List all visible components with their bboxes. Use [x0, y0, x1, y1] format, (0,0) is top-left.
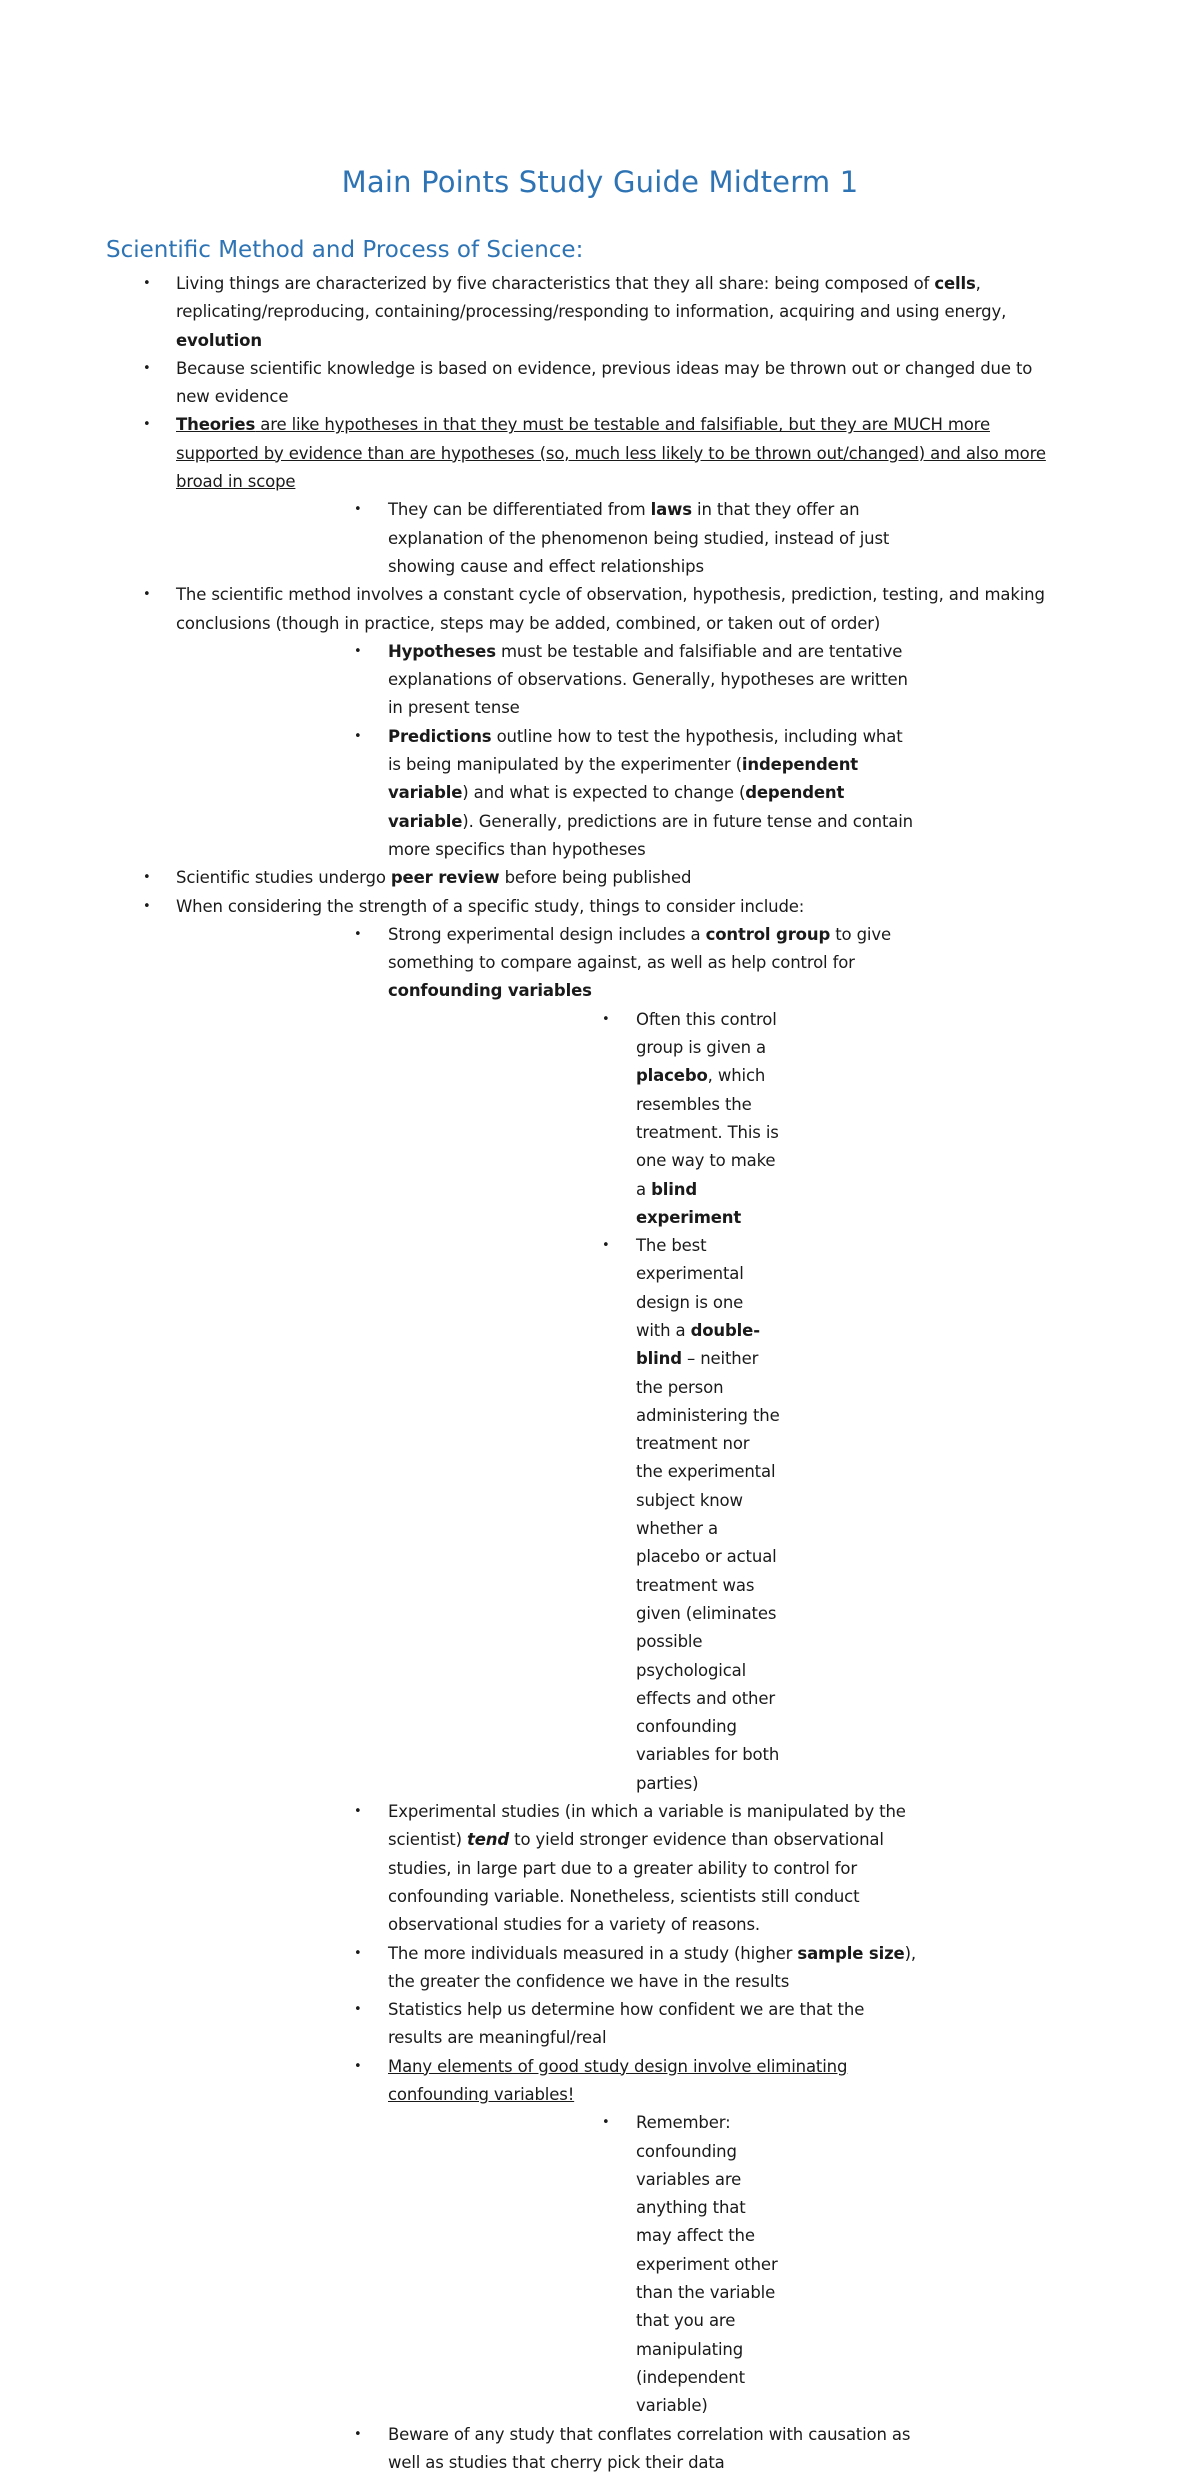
key-term: evolution: [176, 330, 262, 350]
item-text: Statistics help us determine how confident we are that the results are meaningful/real: [388, 2000, 865, 2048]
bullet-icon: •: [354, 643, 362, 659]
key-term: cells: [934, 274, 976, 293]
key-term: independent variable: [388, 755, 859, 803]
item-text: Often this control group is given a: [636, 1009, 777, 1058]
list-item: [388, 1006, 920, 1232]
list-item: [176, 1996, 1060, 2053]
list-item: [176, 638, 1060, 723]
bullet-icon: •: [354, 502, 362, 518]
item-text: Many elements of good study design involve eliminating confounding variables!: [388, 2056, 848, 2104]
list-item: [176, 2421, 1060, 2477]
list-item: [176, 496, 1060, 581]
bullet-icon: •: [143, 870, 151, 886]
bullet-icon: •: [354, 926, 362, 942]
list-item: [176, 1798, 1060, 1939]
sub-list: [176, 638, 1060, 864]
bullet-icon: •: [354, 2426, 362, 2442]
item-text: The best experimental design is one with a: [636, 1236, 744, 1340]
key-term: Predictions: [388, 726, 492, 746]
section-heading: Scientific Method and Process of Science:: [106, 237, 584, 263]
item-text: Because scientific knowledge is based on evidence, previous ideas may be thrown out or changed due to new evidence: [176, 358, 1033, 407]
list-item: [176, 723, 1060, 864]
bullet-icon: •: [143, 898, 151, 914]
item-text: When considering the strength of a specific study, things to consider include:: [176, 896, 805, 916]
item-text: ) and what is expected to change (: [462, 783, 746, 803]
list-item: [0, 893, 1200, 2477]
key-term: Hypotheses: [388, 641, 496, 661]
item-text: ), the greater the confidence we have in the results: [388, 1943, 916, 1991]
list-item: [176, 1940, 1060, 1997]
item-text: outline how to test the hypothesis, including what is being manipulated by the experimenter (: [388, 726, 903, 775]
bullet-icon: •: [602, 2115, 610, 2131]
item-text: Strong experimental design includes a: [388, 924, 706, 944]
list-item: [0, 581, 1200, 864]
item-text: Experimental studies (in which a variable is manipulated by the scientist): [388, 1802, 906, 1850]
key-term: dependent variable: [388, 783, 845, 831]
emphasis-term: tend: [467, 1830, 510, 1850]
list-item: [0, 270, 1200, 355]
list-item: [388, 2109, 920, 2420]
item-text: to yield stronger evidence than observational studies, in large part due to a greater ability to control for confounding variable. Nonetheless, scientists still conduct observational studies for a variety of reasons.: [388, 1830, 884, 1935]
list-item: [388, 1232, 920, 1798]
key-term: placebo: [636, 1066, 708, 1086]
bullet-icon: •: [143, 587, 151, 603]
bullet-icon: •: [354, 1945, 362, 1961]
sub-list: [176, 496, 1060, 581]
sub-list: [388, 2109, 920, 2420]
bullet-icon: •: [143, 360, 151, 376]
sub-list: [388, 1006, 920, 1798]
bullet-icon: •: [354, 2058, 362, 2074]
item-text: Remember: confounding variables are anything that may affect the experiment other than the variable that you are manipulating (independent variable): [636, 2113, 778, 2416]
item-text: must be testable and falsifiable and are tentative explanations of observations. Generally, hypotheses are written in present tense: [388, 641, 908, 718]
bullet-icon: •: [143, 276, 151, 291]
item-text: in that they offer an explanation of the phenomenon being studied, instead of just showing cause and effect relationships: [388, 500, 890, 576]
item-text: ). Generally, predictions are in future tense and contain more specifics than hypotheses: [388, 811, 913, 859]
bullet-icon: •: [602, 1011, 610, 1027]
bullet-list: [0, 270, 1200, 2477]
item-text: The scientific method involves a constant cycle of observation, hypothesis, prediction, testing, and making conclusions (though in practice, steps may be added, combined, or taken out of order): [176, 585, 1045, 633]
list-item: [0, 411, 1200, 581]
key-term: Theories: [176, 415, 256, 435]
sub-list: [176, 921, 1060, 2477]
key-term: peer review: [390, 868, 500, 888]
bullet-icon: •: [354, 2002, 362, 2018]
list-item: [0, 864, 1200, 892]
list-item: [176, 921, 1060, 1798]
key-term: blind experiment: [636, 1179, 742, 1227]
key-term: control group: [705, 924, 831, 944]
item-text: before being published: [499, 868, 692, 888]
item-text: to give something to compare against, as well as help control for: [388, 924, 891, 973]
key-term: laws: [650, 500, 692, 520]
bullet-icon: •: [602, 1238, 610, 1254]
key-term: double-blind: [636, 1320, 760, 1369]
item-text: , which resembles the treatment. This is one way to make a: [636, 1066, 779, 1199]
item-text: are like hypotheses in that they must be testable and falsifiable, but they are MUCH more supported by evidence than are hypotheses (so, much less likely to be thrown out/changed) and also more broad in scope: [176, 415, 1046, 492]
item-text: They can be differentiated from: [388, 500, 651, 520]
item-text: , replicating/reproducing, containing/processing/responding to information, acquiring and using energy,: [176, 274, 1007, 322]
bullet-icon: •: [354, 728, 362, 744]
item-text: – neither the person administering the treatment nor the experimental subject know whether a placebo or actual treatment was given (eliminates possible psychological effects and other confounding variables for both parties): [636, 1349, 780, 1793]
list-item: [0, 355, 1200, 412]
bullet-icon: •: [354, 1804, 362, 1820]
page-title: Main Points Study Guide Midterm 1: [341, 165, 859, 199]
item-text: The more individuals measured in a study (higher: [388, 1943, 798, 1963]
key-term: confounding variables: [388, 981, 592, 1001]
key-term: sample size: [797, 1943, 905, 1963]
item-text: Beware of any study that conflates correlation with causation as well as studies that cherry pick their data: [388, 2424, 911, 2472]
list-item: [176, 2053, 1060, 2421]
item-text: Scientific studies undergo: [176, 868, 391, 888]
bullet-icon: •: [143, 417, 151, 433]
item-text: Living things are characterized by five characteristics that they all share: being composed of: [176, 274, 935, 293]
